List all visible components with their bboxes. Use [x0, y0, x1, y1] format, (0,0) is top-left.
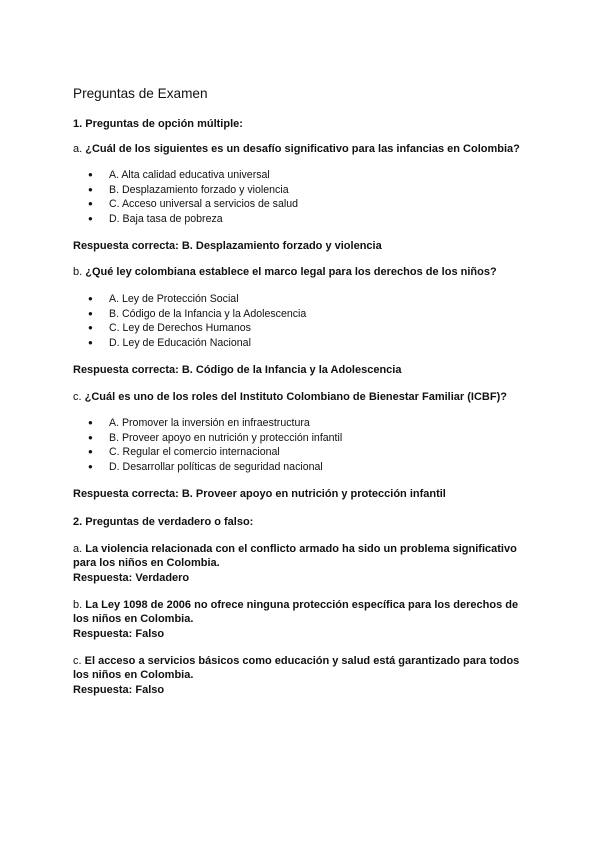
options-list-c [73, 416, 342, 475]
tf-statement: La violencia relacionada con el conflicto armado ha sido un problema significativo para los niños en Colombia. [73, 543, 517, 570]
section-heading-true-false: 2. Preguntas de verdadero o falso: [73, 516, 254, 528]
question-text: ¿Cuál de los siguientes es un desafío significativo para las infancias en Colombia? [85, 143, 520, 155]
options-list-b [73, 292, 306, 351]
tf-question-b [73, 598, 533, 641]
tf-question-c [73, 654, 533, 697]
option-item: ● A. Alta calidad educativa universal [73, 168, 298, 183]
option-item: ● A. Promover la inversión en infraestructura [73, 416, 342, 431]
question-prefix: a. [73, 543, 83, 555]
section-heading-multiple-choice: 1. Preguntas de opción múltiple: [73, 118, 243, 130]
correct-answer-c: Respuesta correcta: B. Proveer apoyo en nutrición y protección infantil [73, 488, 446, 500]
question-c [73, 391, 507, 403]
tf-answer: Respuesta: Verdadero [73, 571, 190, 584]
option-item: ● B. Código de la Infancia y la Adolescencia [73, 307, 306, 322]
tf-answer: Respuesta: Falso [73, 683, 165, 696]
option-item: ● C. Regular el comercio internacional [73, 445, 342, 460]
question-prefix: a. [73, 143, 83, 155]
tf-statement: La Ley 1098 de 2006 no ofrece ninguna protección específica para los derechos de los niños en Colombia. [73, 599, 519, 626]
question-prefix: c. [73, 391, 82, 403]
tf-statement: El acceso a servicios básicos como educación y salud está garantizado para todos los niños en Colombia. [73, 655, 520, 682]
question-prefix: b. [73, 266, 83, 278]
option-item: ● D. Baja tasa de pobreza [73, 212, 298, 227]
tf-question-a [73, 542, 533, 585]
correct-answer-b: Respuesta correcta: B. Código de la Infancia y la Adolescencia [73, 364, 402, 376]
option-item: ● D. Desarrollar políticas de seguridad nacional [73, 460, 342, 475]
question-prefix: b. [73, 599, 83, 611]
question-text: ¿Cuál es uno de los roles del Instituto Colombiano de Bienestar Familiar (ICBF)? [84, 391, 507, 403]
correct-answer-a: Respuesta correcta: B. Desplazamiento forzado y violencia [73, 240, 382, 252]
question-b [73, 266, 497, 278]
option-item: ● D. Ley de Educación Nacional [73, 336, 306, 351]
option-item: ● B. Proveer apoyo en nutrición y protección infantil [73, 431, 342, 446]
option-item: ● C. Acceso universal a servicios de salud [73, 197, 298, 212]
question-text: ¿Qué ley colombiana establece el marco legal para los derechos de los niños? [85, 266, 497, 278]
page-title: Preguntas de Examen [73, 86, 208, 101]
question-prefix: c. [73, 655, 82, 667]
question-a [73, 143, 520, 155]
option-item: ● A. Ley de Protección Social [73, 292, 306, 307]
tf-answer: Respuesta: Falso [73, 627, 165, 640]
option-item: ● C. Ley de Derechos Humanos [73, 321, 306, 336]
option-item: ● B. Desplazamiento forzado y violencia [73, 183, 298, 198]
options-list-a [73, 168, 298, 227]
